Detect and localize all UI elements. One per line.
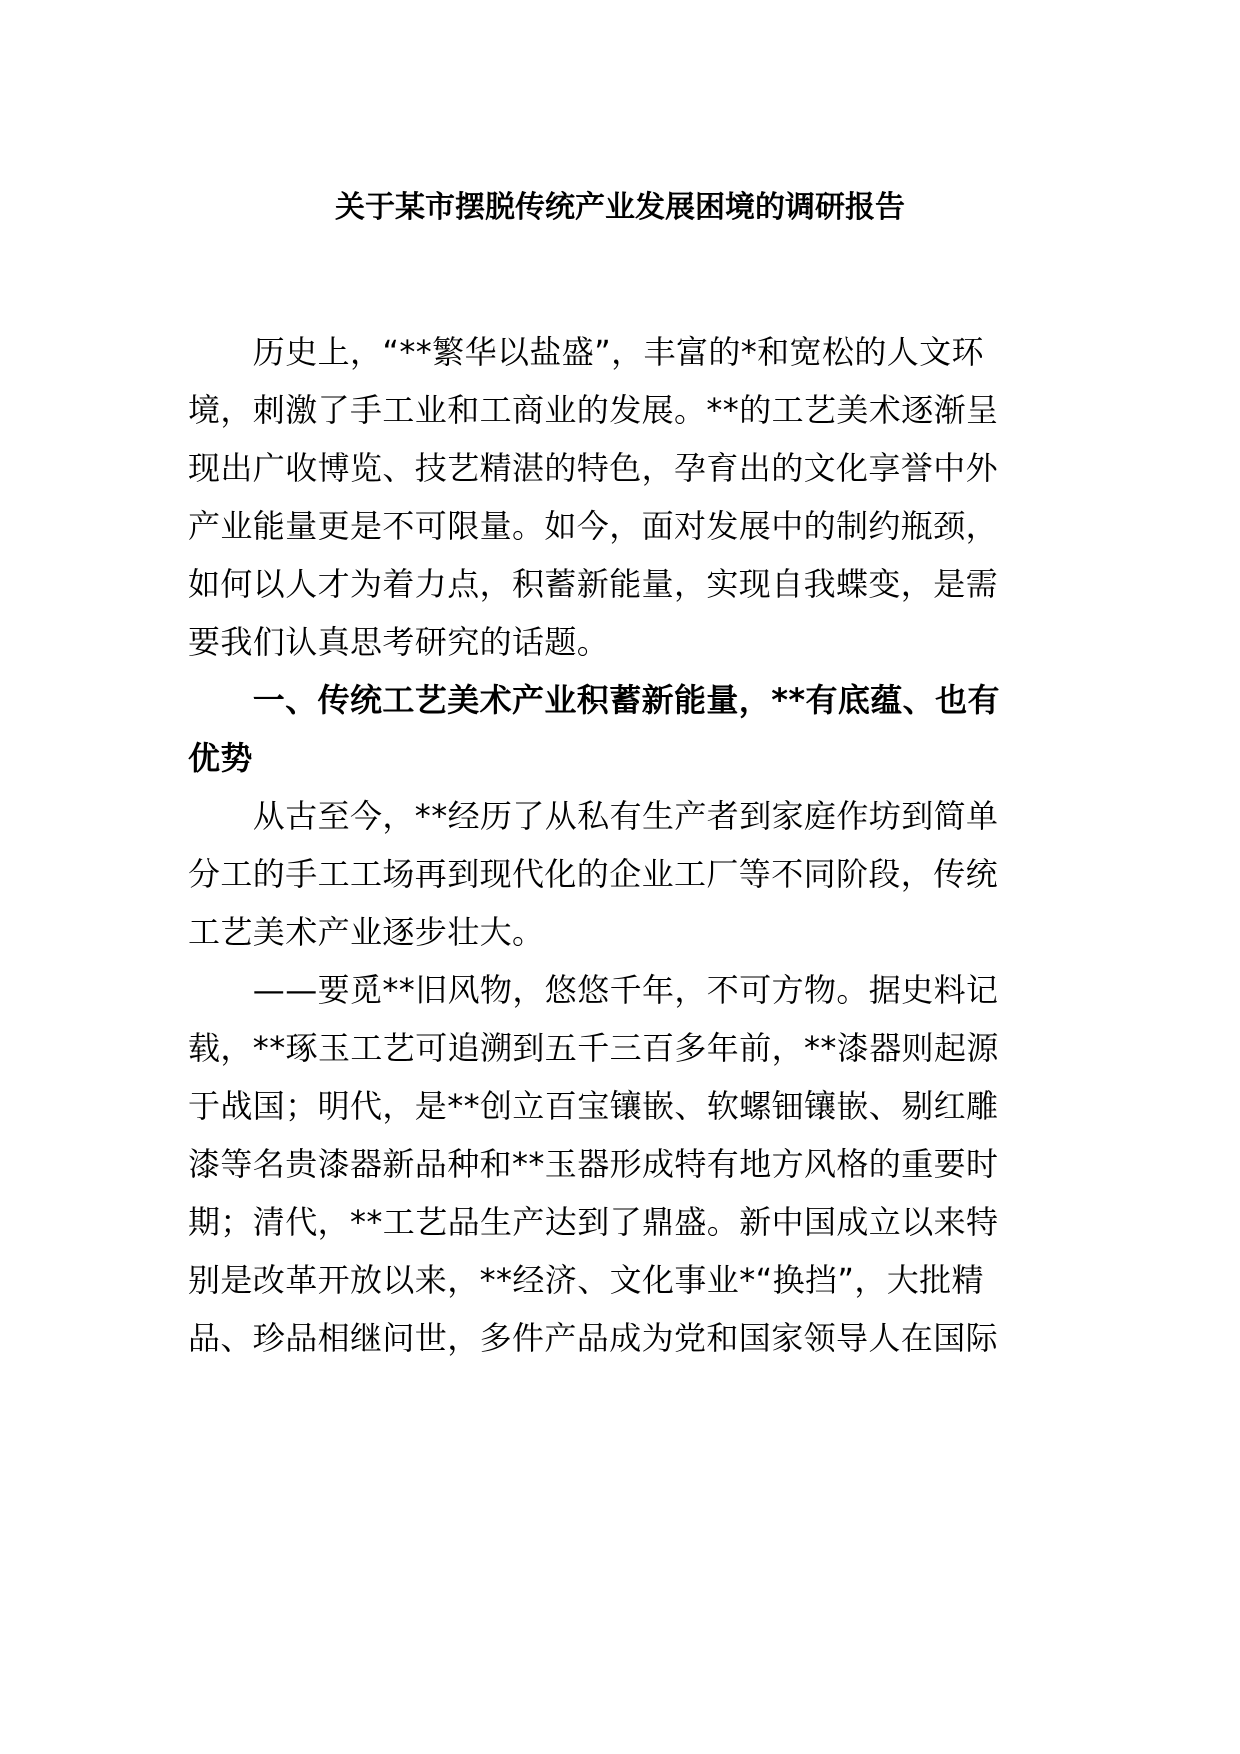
paragraph-3-line-4: 漆等名贵漆器新品种和**玉器形成特有地方风格的重要时 xyxy=(188,1145,999,1183)
paragraph-3-line-6: 别是改革开放以来，**经济、文化事业*“换挡”，大批精 xyxy=(188,1261,984,1299)
document-title: 关于某市摆脱传统产业发展困境的调研报告 xyxy=(335,190,905,225)
paragraph-2-line-2: 分工的手工工场再到现代化的企业工厂等不同阶段，传统 xyxy=(188,855,999,893)
paragraph-2-line-3: 工艺美术产业逐步壮大。 xyxy=(188,913,545,951)
paragraph-3-line-5: 期；清代，**工艺品生产达到了鼎盛。新中国成立以来特 xyxy=(188,1203,999,1241)
paragraph-1-line-2: 境，刺激了手工业和工商业的发展。**的工艺美术逐渐呈 xyxy=(188,391,999,429)
paragraph-3-line-1: ——要觅**旧风物，悠悠千年，不可方物。据史料记 xyxy=(188,971,999,1009)
paragraph-1-line-4: 产业能量更是不可限量。如今，面对发展中的制约瓶颈， xyxy=(188,507,999,545)
paragraph-3-line-3: 于战国；明代，是**创立百宝镶嵌、软螺钿镶嵌、剔红雕 xyxy=(188,1087,999,1125)
paragraph-1-line-3: 现出广收博览、技艺精湛的特色，孕育出的文化享誉中外 xyxy=(188,449,999,487)
paragraph-3-line-7: 品、珍品相继问世，多件产品成为党和国家领导人在国际 xyxy=(188,1319,999,1357)
paragraph-1-line-6: 要我们认真思考研究的话题。 xyxy=(188,623,610,661)
paragraph-2-line-1: 从古至今，**经历了从私有生产者到家庭作坊到简单 xyxy=(188,797,999,835)
section-heading-1-line-2: 优势 xyxy=(188,739,253,777)
paragraph-1-line-5: 如何以人才为着力点，积蓄新能量，实现自我蝶变，是需 xyxy=(188,565,999,603)
paragraph-1-line-1: 历史上，“**繁华以盐盛”，丰富的*和宽松的人文环 xyxy=(188,333,984,371)
section-heading-1-line-1: 一、传统工艺美术产业积蓄新能量，**有底蕴、也有 xyxy=(188,681,1000,719)
paragraph-3-line-2: 载，**琢玉工艺可追溯到五千三百多年前，**漆器则起源 xyxy=(188,1029,999,1067)
